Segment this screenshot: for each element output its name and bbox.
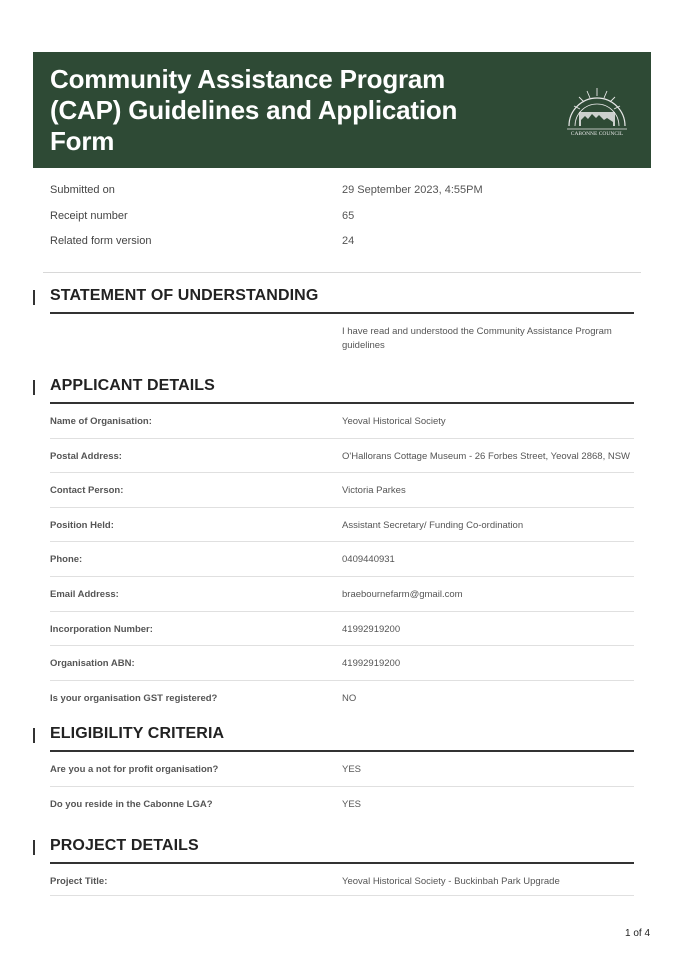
submitted-on-value: 29 September 2023, 4:55PM	[342, 184, 483, 196]
field-value: Yeoval Historical Society	[342, 416, 446, 427]
field-value: Victoria Parkes	[342, 485, 406, 497]
field-row	[50, 864, 634, 898]
field-label: Do you reside in the Cabonne LGA?	[50, 798, 213, 810]
form-version-value: 24	[342, 235, 355, 247]
project-rows	[50, 864, 634, 898]
page-number: 1 of 4	[625, 928, 651, 939]
seal-text: CABONNE COUNCIL	[570, 131, 624, 137]
bottom-divider	[50, 895, 634, 896]
field-row	[50, 752, 634, 787]
field-label: Contact Person:	[50, 485, 124, 497]
field-row	[50, 473, 634, 508]
field-row	[50, 508, 634, 543]
field-label: Position Held:	[50, 519, 114, 531]
section-rule	[50, 312, 634, 314]
field-row	[50, 612, 634, 647]
field-label: Are you a not for profit organisation?	[50, 764, 219, 775]
form-version-row	[50, 229, 640, 255]
section-marker	[33, 840, 35, 855]
submission-meta	[50, 178, 640, 255]
receipt-number-label: Receipt number	[50, 209, 128, 222]
field-value: 41992919200	[342, 658, 401, 670]
field-label: Project Title:	[50, 876, 108, 887]
submitted-on-row	[50, 178, 640, 204]
field-label: Phone:	[50, 554, 83, 566]
applicant-title: APPLICANT DETAILS	[50, 377, 215, 394]
statement-title: STATEMENT OF UNDERSTANDING	[50, 287, 319, 304]
field-row	[50, 681, 634, 715]
header-banner	[33, 52, 651, 168]
field-row	[50, 577, 634, 612]
field-label: Incorporation Number:	[50, 623, 153, 635]
eligibility-rows	[50, 752, 634, 820]
field-value: YES	[342, 764, 362, 775]
field-label: Name of Organisation:	[50, 416, 152, 427]
field-value: 41992919200	[342, 623, 401, 635]
field-label: Email Address:	[50, 588, 119, 600]
section-marker	[33, 380, 35, 395]
field-value: Assistant Secretary/ Funding Co-ordination	[342, 519, 524, 531]
field-value: NO	[342, 692, 357, 704]
receipt-number-value: 65	[342, 209, 355, 222]
council-seal-icon	[561, 82, 633, 140]
section-marker	[33, 290, 35, 305]
field-value: O'Hallorans Cottage Museum - 26 Forbes Street, Yeoval 2868, NSW	[342, 450, 631, 462]
submitted-on-label: Submitted on	[50, 184, 115, 196]
field-value: YES	[342, 798, 362, 810]
field-value: braebournefarm@gmail.com	[342, 588, 463, 600]
field-label: Organisation ABN:	[50, 658, 135, 670]
form-title: Community Assistance Program (CAP) Guidelines and Application Form	[50, 64, 458, 156]
eligibility-title: ELIGIBILITY CRITERIA	[50, 725, 225, 742]
field-row	[50, 787, 634, 821]
field-label: Is your organisation GST registered?	[50, 692, 218, 704]
field-value: Yeoval Historical Society - Buckinbah Park Upgrade	[342, 876, 560, 887]
form-version-label: Related form version	[50, 235, 152, 247]
project-title: PROJECT DETAILS	[50, 837, 199, 854]
field-row	[50, 439, 634, 474]
receipt-number-row	[50, 204, 640, 230]
field-label: Postal Address:	[50, 450, 122, 462]
meta-divider	[43, 272, 641, 273]
field-row	[50, 404, 634, 439]
applicant-rows	[50, 404, 634, 714]
section-marker	[33, 728, 35, 743]
field-row	[50, 542, 634, 577]
field-row	[50, 646, 634, 681]
field-value: 0409440931	[342, 554, 395, 566]
statement-text: I have read and understood the Community Assistance Program guidelines	[342, 326, 612, 351]
